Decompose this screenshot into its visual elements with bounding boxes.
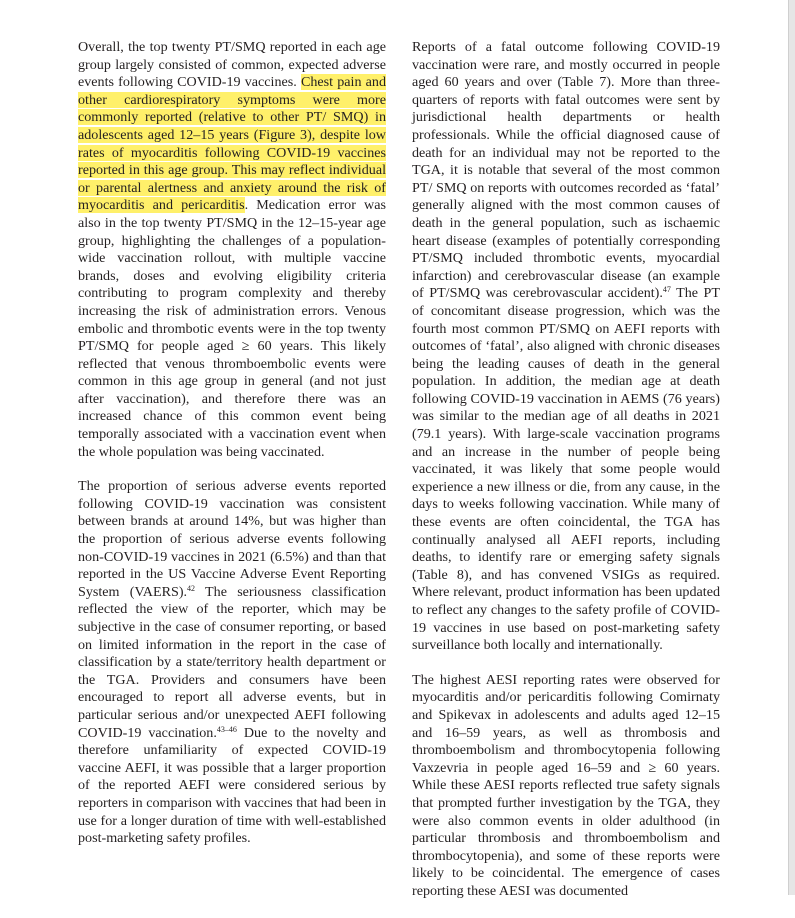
paragraph-fatal-outcome [412,39,720,655]
citation-ref: 47 [662,285,671,295]
text-segment: The seriousness classification reflected the view of the reporter, which may be subjective in the case of consumer reporting, or based on limited information in the report in the case of classification by a state/territory health department or the TGA. Providers and consumers have been encouraged to report all adverse events, but in particular serious and/or unexpected AEFI following COVID-19 vaccination. [78,583,386,741]
text-segment: . Medication error was also in the top twenty PT/SMQ in the 12–15-year age group, highlighting the challenges of a population-wide vaccination rollout, with multiple vaccine brands, doses and evolving eligibility criteria contributing to program complexity and thereby increasing the risk of administration errors. Venous embolic and thrombotic events were in the top twenty PT/SMQ for people aged ≥ 60 years. This likely reflected that venous thromboembolic events were common in this age group in general (and not just after vaccination), and therefore there was an increased chance of this common event being temporally associated with a vaccination event when the whole population was being vaccinated. [78,197,386,460]
text-segment: The highest AESI reporting rates were observed for myocarditis and/or pericarditis following Comirnaty and Spikevax in adolescents and adults aged 12–15 and 16–59 years, as well as thrombosis and thromboembolism and thrombocytopenia following Vaxzevria in people aged 16–59 and ≥ 60 years. While these AESI reports reflected true safety signals that prompted further investigation by the TGA, they were also common events in older adulthood (in particular thrombosis and thromboembolism and thrombocytopenia), and some of these reports were likely to be coincidental. The emergence of cases reporting these AESI was documented [412,671,720,899]
paragraph-top-twenty-ptsmq [78,39,386,461]
left-column [78,39,386,865]
text-segment: Overall, the top twenty PT/SMQ reported in each age group largely consisted of common, expected adverse events following COVID-19 vaccines. [78,39,386,91]
text-segment: The PT of concomitant disease progression, which was the fourth most common PT/SMQ on AEFI reports with outcomes of ‘fatal’, also aligned with chronic diseases being the leading causes of death in the general population. In addition, the median age at death following COVID-19 vaccination in AEMS (76 years) was similar to the median age of all deaths in 2021 (79.1 years). With large-scale vaccination programs and an increase in the number of people being vaccinated, it was likely that some people would experience a new illness or die, from any cause, in the days to weeks following vaccination. While many of these events are often coincidental, the TGA has continually analysed all AEFI reports, including deaths, to identify rare or emerging safety signals (Table 8), and has convened VSIGs as required. Where relevant, product information has been updated to reflect any changes to the safety profile of COVID-19 vaccines in use based on post-marketing safety surveillance both locally and internationally. [412,285,720,654]
right-column [412,39,720,918]
highlighted-text: Chest pain and other cardiorespiratory symptoms were more commonly reported (relative to other PT/ SMQ) in adolescents aged 12–15 years (Figure 3), despite low rates of myocarditis following COVID-19 vaccines reported in this age group. This may reflect individual or parental alertness and anxiety around the risk of myocarditis and pericarditis [78,74,387,214]
text-segment: Reports of a fatal outcome following COVID-19 vaccination were rare, and mostly occurred in people aged 60 years and over (Table 7). More than three-quarters of reports with fatal outcomes were sent by jurisdictional health departments or health professionals. While the official diagnosed cause of death for an individual may not be reported to the TGA, it is notable that several of the most common PT/ SMQ on reports with outcomes recorded as ‘fatal’ generally aligned with the most common causes of death in the general population, such as ischaemic heart disease (examples of potentially corresponding PT/SMQ included thrombotic events, myocardial infarction) and cerebrovascular disease (an example of PT/SMQ was cerebrovascular accident). [412,39,720,302]
text-segment: The proportion of serious adverse events reported following COVID-19 vaccination was consistent between brands at around 14%, but was higher than the proportion of serious adverse events following non-COVID-19 vaccines in 2021 (6.5%) and than that reported in the US Vaccine Adverse Event Reporting System (VAERS). [78,478,386,600]
paragraph-aesi-reporting-rates [412,672,720,901]
page-edge [788,0,795,895]
citation-ref: 42 [187,583,196,593]
paragraph-serious-adverse-events [78,478,386,847]
text-segment: Due to the novelty and therefore unfamiliarity of expected COVID-19 vaccine AEFI, it was possible that a larger proportion of the reported AEFI were considered serious by reporters in comparison with vaccines that had been in use for a longer duration of time with well-established post-marketing safety profiles. [78,724,387,847]
citation-ref: 43–46 [216,724,237,734]
